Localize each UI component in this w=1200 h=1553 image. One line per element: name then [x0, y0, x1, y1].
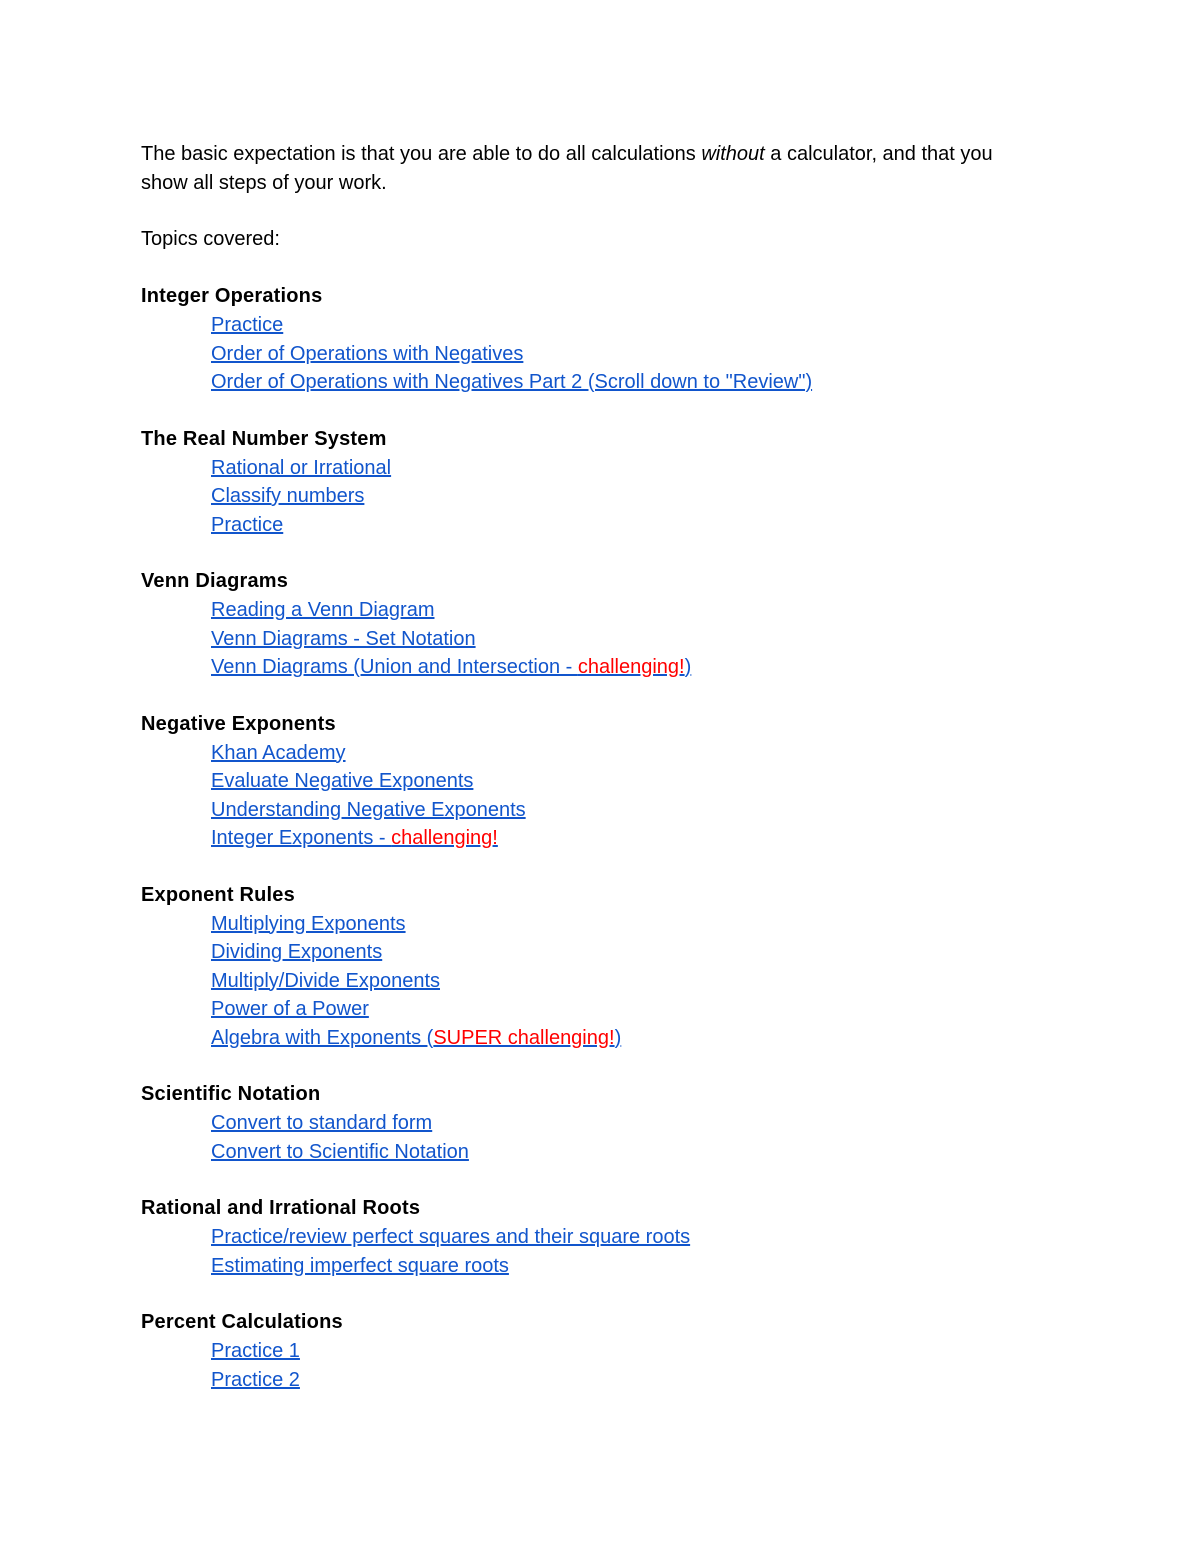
topic-section	[141, 425, 1041, 540]
topic-link-text: Estimating imperfect square roots	[211, 1254, 509, 1277]
topic-link[interactable]	[211, 371, 812, 393]
list-item	[211, 824, 1041, 853]
section-link-list	[141, 739, 1041, 853]
challenge-label: challenging!	[577, 656, 685, 678]
topic-link-text: Reading a Venn Diagram	[211, 599, 435, 621]
topic-link-text: Order of Operations with Negatives	[211, 342, 524, 365]
section-title: The Real Number System	[141, 427, 387, 450]
list-item	[211, 482, 1041, 511]
intro-italic-word: without	[701, 143, 765, 165]
list-item	[211, 1337, 1041, 1366]
topic-link[interactable]	[211, 742, 346, 764]
topic-link-text: Evaluate Negative Exponents	[211, 770, 474, 792]
topic-link-text: Dividing Exponents	[211, 941, 383, 963]
topic-section	[141, 1308, 1041, 1394]
topic-link[interactable]	[211, 827, 498, 849]
section-link-list	[141, 311, 1041, 397]
section-link-list	[141, 596, 1041, 682]
topic-link[interactable]	[211, 970, 440, 992]
topic-link-text: Practice/review perfect squares and their square roots	[211, 1226, 691, 1248]
topic-link[interactable]	[211, 599, 434, 621]
list-item	[211, 767, 1041, 796]
section-title: Negative Exponents	[141, 712, 336, 735]
topic-link[interactable]	[211, 799, 526, 821]
topic-link-text: Order of Operations with Negatives Part 2 (Scroll down to "Review")	[211, 371, 813, 393]
section-title: Integer Operations	[141, 285, 323, 307]
topic-link[interactable]	[211, 656, 691, 678]
list-item	[211, 454, 1041, 483]
list-item	[211, 1138, 1041, 1167]
section-link-list	[141, 910, 1041, 1053]
topic-link-text: Convert to standard form	[211, 1112, 433, 1134]
topic-link[interactable]	[211, 628, 476, 650]
topics-covered-label: Topics covered:	[141, 228, 280, 250]
challenge-label: challenging!	[391, 827, 498, 849]
list-item	[211, 340, 1041, 369]
topic-link-text: Practice 2	[211, 1368, 300, 1391]
topic-link[interactable]	[211, 1112, 432, 1134]
intro-text-start: The basic expectation is that you are able to do all calculations	[141, 143, 702, 165]
topic-section	[141, 1194, 1041, 1280]
topic-link-text: Venn Diagrams - Set Notation	[211, 627, 476, 650]
list-item	[211, 653, 1041, 682]
topic-link-text: Rational or Irrational	[211, 456, 392, 479]
section-link-list	[141, 454, 1041, 540]
intro-text-end: a calculator, and that you show all steps of your work.	[141, 143, 993, 194]
topic-link[interactable]	[211, 1027, 621, 1049]
list-item	[211, 739, 1041, 768]
list-item	[211, 625, 1041, 654]
list-item	[211, 511, 1041, 540]
topic-link[interactable]	[211, 314, 283, 336]
topic-section	[141, 1080, 1041, 1166]
topic-link-text: Algebra with Exponents (	[211, 1026, 434, 1049]
topic-sections	[141, 282, 1041, 1394]
topic-link-suffix: )	[614, 1026, 622, 1049]
topic-link-text: Multiply/Divide Exponents	[211, 969, 440, 992]
document-page	[141, 140, 1041, 1394]
topic-link[interactable]	[211, 941, 382, 963]
topic-link-text: Practice	[211, 513, 284, 536]
section-link-list	[141, 1223, 1041, 1280]
list-item	[211, 910, 1041, 939]
topic-link[interactable]	[211, 343, 523, 365]
topic-link-text: Venn Diagrams (Union and Intersection -	[211, 656, 578, 678]
list-item	[211, 1024, 1041, 1053]
topic-link-text: Power of a Power	[211, 998, 369, 1020]
list-item	[211, 1109, 1041, 1138]
topic-link[interactable]	[211, 1226, 690, 1248]
list-item	[211, 938, 1041, 967]
topic-link[interactable]	[211, 913, 406, 935]
topic-link[interactable]	[211, 998, 369, 1020]
topic-link-text: Convert to Scientific Notation	[211, 1140, 469, 1163]
section-title: Scientific Notation	[141, 1083, 321, 1105]
topic-link-text: Integer Exponents -	[211, 827, 392, 849]
topic-link[interactable]	[211, 770, 473, 792]
topic-link-text: Classify numbers	[211, 485, 365, 507]
section-title: Exponent Rules	[141, 883, 295, 906]
topic-section	[141, 881, 1041, 1053]
list-item	[211, 596, 1041, 625]
topic-section	[141, 567, 1041, 682]
topic-section	[141, 282, 1041, 397]
topic-link-text: Practice	[211, 314, 284, 336]
topic-link-text: Multiplying Exponents	[211, 912, 406, 935]
list-item	[211, 1223, 1041, 1252]
list-item	[211, 1366, 1041, 1395]
list-item	[211, 311, 1041, 340]
section-title: Rational and Irrational Roots	[141, 1197, 421, 1219]
topic-link[interactable]	[211, 514, 283, 536]
topic-link-suffix: )	[684, 656, 692, 678]
list-item	[211, 796, 1041, 825]
topic-link[interactable]	[211, 1340, 300, 1362]
list-item	[211, 995, 1041, 1024]
topic-link[interactable]	[211, 1141, 469, 1163]
topic-link-text: Understanding Negative Exponents	[211, 798, 526, 821]
list-item	[211, 368, 1041, 397]
list-item	[211, 967, 1041, 996]
challenge-label: SUPER challenging!	[433, 1026, 615, 1049]
section-link-list	[141, 1109, 1041, 1166]
topic-link-text: Practice 1	[211, 1340, 300, 1362]
topic-link[interactable]	[211, 457, 391, 479]
topic-link[interactable]	[211, 485, 364, 507]
list-item	[211, 1252, 1041, 1281]
topic-link-text: Khan Academy	[211, 741, 346, 764]
section-title: Venn Diagrams	[141, 570, 289, 592]
section-link-list	[141, 1337, 1041, 1394]
section-title: Percent Calculations	[141, 1311, 343, 1333]
intro-paragraph	[141, 140, 1041, 198]
topic-link[interactable]	[211, 1369, 300, 1391]
topic-link[interactable]	[211, 1255, 509, 1277]
topic-section	[141, 710, 1041, 853]
